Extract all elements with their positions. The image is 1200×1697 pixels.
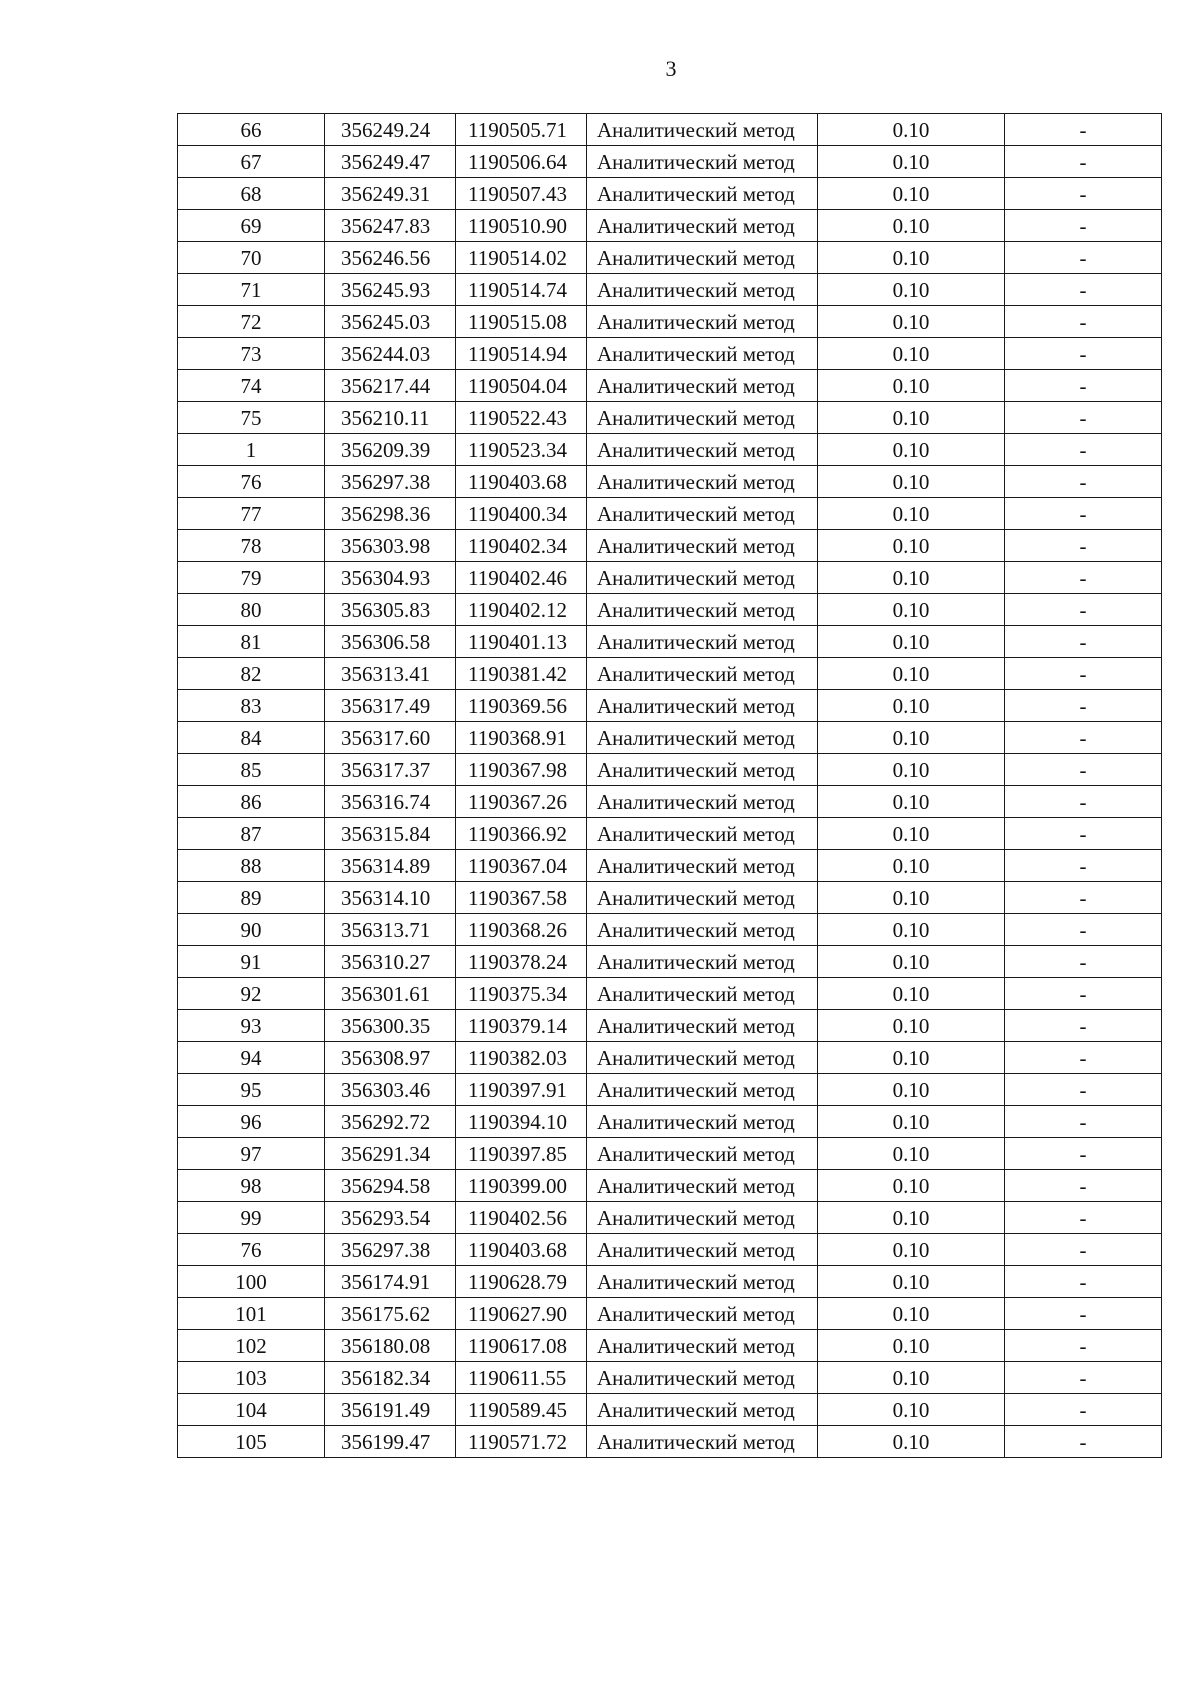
table-row xyxy=(178,1234,1162,1266)
table-row xyxy=(178,1266,1162,1298)
method-cell: Аналитический метод xyxy=(587,1330,818,1362)
note-cell: - xyxy=(1005,498,1162,530)
x-coordinate-cell: 356317.60 xyxy=(325,722,456,754)
note-cell: - xyxy=(1005,1170,1162,1202)
x-coordinate-cell: 356245.03 xyxy=(325,306,456,338)
table-row xyxy=(178,690,1162,722)
note-cell: - xyxy=(1005,1010,1162,1042)
table-row xyxy=(178,210,1162,242)
method-cell: Аналитический метод xyxy=(587,1138,818,1170)
note-cell: - xyxy=(1005,626,1162,658)
note-cell: - xyxy=(1005,274,1162,306)
note-cell: - xyxy=(1005,914,1162,946)
table-row xyxy=(178,274,1162,306)
coordinates-table xyxy=(177,113,1162,1458)
x-coordinate-cell: 356315.84 xyxy=(325,818,456,850)
method-cell: Аналитический метод xyxy=(587,146,818,178)
y-coordinate-cell: 1190402.12 xyxy=(456,594,587,626)
accuracy-cell: 0.10 xyxy=(818,754,1005,786)
table-row xyxy=(178,1426,1162,1458)
table-row xyxy=(178,1106,1162,1138)
note-cell: - xyxy=(1005,146,1162,178)
point-number-cell: 78 xyxy=(178,530,325,562)
method-cell: Аналитический метод xyxy=(587,498,818,530)
x-coordinate-cell: 356314.89 xyxy=(325,850,456,882)
x-coordinate-cell: 356313.71 xyxy=(325,914,456,946)
point-number-cell: 75 xyxy=(178,402,325,434)
accuracy-cell: 0.10 xyxy=(818,1074,1005,1106)
point-number-cell: 87 xyxy=(178,818,325,850)
x-coordinate-cell: 356249.24 xyxy=(325,114,456,146)
accuracy-cell: 0.10 xyxy=(818,466,1005,498)
point-number-cell: 70 xyxy=(178,242,325,274)
point-number-cell: 82 xyxy=(178,658,325,690)
x-coordinate-cell: 356317.37 xyxy=(325,754,456,786)
note-cell: - xyxy=(1005,754,1162,786)
x-coordinate-cell: 356293.54 xyxy=(325,1202,456,1234)
y-coordinate-cell: 1190378.24 xyxy=(456,946,587,978)
method-cell: Аналитический метод xyxy=(587,1426,818,1458)
table-row xyxy=(178,1074,1162,1106)
note-cell: - xyxy=(1005,1234,1162,1266)
point-number-cell: 79 xyxy=(178,562,325,594)
x-coordinate-cell: 356314.10 xyxy=(325,882,456,914)
x-coordinate-cell: 356249.47 xyxy=(325,146,456,178)
method-cell: Аналитический метод xyxy=(587,626,818,658)
method-cell: Аналитический метод xyxy=(587,1266,818,1298)
accuracy-cell: 0.10 xyxy=(818,690,1005,722)
point-number-cell: 72 xyxy=(178,306,325,338)
table-row xyxy=(178,1138,1162,1170)
table-row xyxy=(178,1042,1162,1074)
accuracy-cell: 0.10 xyxy=(818,178,1005,210)
accuracy-cell: 0.10 xyxy=(818,530,1005,562)
y-coordinate-cell: 1190504.04 xyxy=(456,370,587,402)
method-cell: Аналитический метод xyxy=(587,1298,818,1330)
accuracy-cell: 0.10 xyxy=(818,722,1005,754)
x-coordinate-cell: 356308.97 xyxy=(325,1042,456,1074)
method-cell: Аналитический метод xyxy=(587,1170,818,1202)
y-coordinate-cell: 1190505.71 xyxy=(456,114,587,146)
table-row xyxy=(178,530,1162,562)
point-number-cell: 105 xyxy=(178,1426,325,1458)
y-coordinate-cell: 1190510.90 xyxy=(456,210,587,242)
x-coordinate-cell: 356313.41 xyxy=(325,658,456,690)
note-cell: - xyxy=(1005,1362,1162,1394)
accuracy-cell: 0.10 xyxy=(818,914,1005,946)
x-coordinate-cell: 356292.72 xyxy=(325,1106,456,1138)
note-cell: - xyxy=(1005,818,1162,850)
note-cell: - xyxy=(1005,882,1162,914)
accuracy-cell: 0.10 xyxy=(818,1042,1005,1074)
y-coordinate-cell: 1190397.85 xyxy=(456,1138,587,1170)
accuracy-cell: 0.10 xyxy=(818,434,1005,466)
point-number-cell: 102 xyxy=(178,1330,325,1362)
x-coordinate-cell: 356304.93 xyxy=(325,562,456,594)
x-coordinate-cell: 356310.27 xyxy=(325,946,456,978)
note-cell: - xyxy=(1005,690,1162,722)
y-coordinate-cell: 1190394.10 xyxy=(456,1106,587,1138)
method-cell: Аналитический метод xyxy=(587,530,818,562)
note-cell: - xyxy=(1005,1298,1162,1330)
point-number-cell: 98 xyxy=(178,1170,325,1202)
point-number-cell: 68 xyxy=(178,178,325,210)
y-coordinate-cell: 1190514.74 xyxy=(456,274,587,306)
note-cell: - xyxy=(1005,946,1162,978)
method-cell: Аналитический метод xyxy=(587,594,818,626)
table-row xyxy=(178,754,1162,786)
note-cell: - xyxy=(1005,178,1162,210)
point-number-cell: 85 xyxy=(178,754,325,786)
page-number: 3 xyxy=(665,56,677,81)
accuracy-cell: 0.10 xyxy=(818,626,1005,658)
point-number-cell: 101 xyxy=(178,1298,325,1330)
accuracy-cell: 0.10 xyxy=(818,562,1005,594)
table-row xyxy=(178,850,1162,882)
accuracy-cell: 0.10 xyxy=(818,1170,1005,1202)
table-row xyxy=(178,946,1162,978)
y-coordinate-cell: 1190367.58 xyxy=(456,882,587,914)
table-row xyxy=(178,722,1162,754)
table-row xyxy=(178,146,1162,178)
y-coordinate-cell: 1190401.13 xyxy=(456,626,587,658)
point-number-cell: 100 xyxy=(178,1266,325,1298)
point-number-cell: 71 xyxy=(178,274,325,306)
accuracy-cell: 0.10 xyxy=(818,1426,1005,1458)
accuracy-cell: 0.10 xyxy=(818,594,1005,626)
accuracy-cell: 0.10 xyxy=(818,1138,1005,1170)
y-coordinate-cell: 1190368.91 xyxy=(456,722,587,754)
method-cell: Аналитический метод xyxy=(587,434,818,466)
note-cell: - xyxy=(1005,786,1162,818)
table-row xyxy=(178,306,1162,338)
note-cell: - xyxy=(1005,1202,1162,1234)
point-number-cell: 77 xyxy=(178,498,325,530)
method-cell: Аналитический метод xyxy=(587,1010,818,1042)
accuracy-cell: 0.10 xyxy=(818,1298,1005,1330)
method-cell: Аналитический метод xyxy=(587,1202,818,1234)
note-cell: - xyxy=(1005,1266,1162,1298)
y-coordinate-cell: 1190611.55 xyxy=(456,1362,587,1394)
note-cell: - xyxy=(1005,466,1162,498)
point-number-cell: 76 xyxy=(178,466,325,498)
x-coordinate-cell: 356291.34 xyxy=(325,1138,456,1170)
note-cell: - xyxy=(1005,1138,1162,1170)
y-coordinate-cell: 1190402.34 xyxy=(456,530,587,562)
point-number-cell: 92 xyxy=(178,978,325,1010)
y-coordinate-cell: 1190514.02 xyxy=(456,242,587,274)
method-cell: Аналитический метод xyxy=(587,1106,818,1138)
table-row xyxy=(178,498,1162,530)
table-row xyxy=(178,914,1162,946)
note-cell: - xyxy=(1005,658,1162,690)
x-coordinate-cell: 356209.39 xyxy=(325,434,456,466)
method-cell: Аналитический метод xyxy=(587,562,818,594)
point-number-cell: 95 xyxy=(178,1074,325,1106)
method-cell: Аналитический метод xyxy=(587,1042,818,1074)
table-row xyxy=(178,786,1162,818)
accuracy-cell: 0.10 xyxy=(818,786,1005,818)
x-coordinate-cell: 356297.38 xyxy=(325,466,456,498)
point-number-cell: 90 xyxy=(178,914,325,946)
accuracy-cell: 0.10 xyxy=(818,1330,1005,1362)
x-coordinate-cell: 356245.93 xyxy=(325,274,456,306)
x-coordinate-cell: 356217.44 xyxy=(325,370,456,402)
x-coordinate-cell: 356294.58 xyxy=(325,1170,456,1202)
y-coordinate-cell: 1190382.03 xyxy=(456,1042,587,1074)
note-cell: - xyxy=(1005,562,1162,594)
method-cell: Аналитический метод xyxy=(587,978,818,1010)
method-cell: Аналитический метод xyxy=(587,402,818,434)
x-coordinate-cell: 356244.03 xyxy=(325,338,456,370)
x-coordinate-cell: 356306.58 xyxy=(325,626,456,658)
y-coordinate-cell: 1190628.79 xyxy=(456,1266,587,1298)
y-coordinate-cell: 1190403.68 xyxy=(456,1234,587,1266)
method-cell: Аналитический метод xyxy=(587,1074,818,1106)
x-coordinate-cell: 356301.61 xyxy=(325,978,456,1010)
note-cell: - xyxy=(1005,978,1162,1010)
accuracy-cell: 0.10 xyxy=(818,402,1005,434)
y-coordinate-cell: 1190403.68 xyxy=(456,466,587,498)
point-number-cell: 86 xyxy=(178,786,325,818)
method-cell: Аналитический метод xyxy=(587,722,818,754)
x-coordinate-cell: 356180.08 xyxy=(325,1330,456,1362)
y-coordinate-cell: 1190617.08 xyxy=(456,1330,587,1362)
method-cell: Аналитический метод xyxy=(587,946,818,978)
accuracy-cell: 0.10 xyxy=(818,274,1005,306)
table-row xyxy=(178,242,1162,274)
accuracy-cell: 0.10 xyxy=(818,370,1005,402)
table-row xyxy=(178,594,1162,626)
table-row xyxy=(178,1010,1162,1042)
y-coordinate-cell: 1190627.90 xyxy=(456,1298,587,1330)
table-row xyxy=(178,1170,1162,1202)
point-number-cell: 74 xyxy=(178,370,325,402)
coordinates-table-body xyxy=(178,114,1162,1458)
y-coordinate-cell: 1190589.45 xyxy=(456,1394,587,1426)
y-coordinate-cell: 1190367.04 xyxy=(456,850,587,882)
table-row xyxy=(178,1362,1162,1394)
method-cell: Аналитический метод xyxy=(587,818,818,850)
note-cell: - xyxy=(1005,1394,1162,1426)
point-number-cell: 94 xyxy=(178,1042,325,1074)
point-number-cell: 66 xyxy=(178,114,325,146)
accuracy-cell: 0.10 xyxy=(818,1394,1005,1426)
method-cell: Аналитический метод xyxy=(587,338,818,370)
x-coordinate-cell: 356303.98 xyxy=(325,530,456,562)
note-cell: - xyxy=(1005,722,1162,754)
y-coordinate-cell: 1190399.00 xyxy=(456,1170,587,1202)
table-row xyxy=(178,178,1162,210)
y-coordinate-cell: 1190379.14 xyxy=(456,1010,587,1042)
accuracy-cell: 0.10 xyxy=(818,1202,1005,1234)
y-coordinate-cell: 1190507.43 xyxy=(456,178,587,210)
note-cell: - xyxy=(1005,1330,1162,1362)
y-coordinate-cell: 1190381.42 xyxy=(456,658,587,690)
note-cell: - xyxy=(1005,1042,1162,1074)
method-cell: Аналитический метод xyxy=(587,882,818,914)
table-row xyxy=(178,466,1162,498)
x-coordinate-cell: 356199.47 xyxy=(325,1426,456,1458)
y-coordinate-cell: 1190366.92 xyxy=(456,818,587,850)
point-number-cell: 83 xyxy=(178,690,325,722)
point-number-cell: 96 xyxy=(178,1106,325,1138)
x-coordinate-cell: 356300.35 xyxy=(325,1010,456,1042)
y-coordinate-cell: 1190514.94 xyxy=(456,338,587,370)
note-cell: - xyxy=(1005,402,1162,434)
point-number-cell: 89 xyxy=(178,882,325,914)
method-cell: Аналитический метод xyxy=(587,1234,818,1266)
method-cell: Аналитический метод xyxy=(587,466,818,498)
accuracy-cell: 0.10 xyxy=(818,146,1005,178)
x-coordinate-cell: 356182.34 xyxy=(325,1362,456,1394)
point-number-cell: 103 xyxy=(178,1362,325,1394)
table-row xyxy=(178,1202,1162,1234)
y-coordinate-cell: 1190397.91 xyxy=(456,1074,587,1106)
accuracy-cell: 0.10 xyxy=(818,882,1005,914)
method-cell: Аналитический метод xyxy=(587,914,818,946)
method-cell: Аналитический метод xyxy=(587,114,818,146)
note-cell: - xyxy=(1005,338,1162,370)
y-coordinate-cell: 1190402.56 xyxy=(456,1202,587,1234)
accuracy-cell: 0.10 xyxy=(818,1106,1005,1138)
note-cell: - xyxy=(1005,530,1162,562)
x-coordinate-cell: 356303.46 xyxy=(325,1074,456,1106)
note-cell: - xyxy=(1005,210,1162,242)
point-number-cell: 93 xyxy=(178,1010,325,1042)
accuracy-cell: 0.10 xyxy=(818,658,1005,690)
y-coordinate-cell: 1190367.26 xyxy=(456,786,587,818)
method-cell: Аналитический метод xyxy=(587,178,818,210)
x-coordinate-cell: 356246.56 xyxy=(325,242,456,274)
x-coordinate-cell: 356191.49 xyxy=(325,1394,456,1426)
point-number-cell: 84 xyxy=(178,722,325,754)
note-cell: - xyxy=(1005,434,1162,466)
note-cell: - xyxy=(1005,1074,1162,1106)
x-coordinate-cell: 356305.83 xyxy=(325,594,456,626)
note-cell: - xyxy=(1005,306,1162,338)
method-cell: Аналитический метод xyxy=(587,1394,818,1426)
y-coordinate-cell: 1190515.08 xyxy=(456,306,587,338)
accuracy-cell: 0.10 xyxy=(818,114,1005,146)
method-cell: Аналитический метод xyxy=(587,658,818,690)
y-coordinate-cell: 1190402.46 xyxy=(456,562,587,594)
y-coordinate-cell: 1190571.72 xyxy=(456,1426,587,1458)
point-number-cell: 88 xyxy=(178,850,325,882)
table-row xyxy=(178,370,1162,402)
point-number-cell: 91 xyxy=(178,946,325,978)
note-cell: - xyxy=(1005,114,1162,146)
point-number-cell: 67 xyxy=(178,146,325,178)
y-coordinate-cell: 1190368.26 xyxy=(456,914,587,946)
y-coordinate-cell: 1190369.56 xyxy=(456,690,587,722)
accuracy-cell: 0.10 xyxy=(818,1010,1005,1042)
accuracy-cell: 0.10 xyxy=(818,1266,1005,1298)
y-coordinate-cell: 1190367.98 xyxy=(456,754,587,786)
point-number-cell: 81 xyxy=(178,626,325,658)
method-cell: Аналитический метод xyxy=(587,306,818,338)
x-coordinate-cell: 356175.62 xyxy=(325,1298,456,1330)
method-cell: Аналитический метод xyxy=(587,210,818,242)
note-cell: - xyxy=(1005,1426,1162,1458)
note-cell: - xyxy=(1005,370,1162,402)
note-cell: - xyxy=(1005,1106,1162,1138)
table-row xyxy=(178,1394,1162,1426)
accuracy-cell: 0.10 xyxy=(818,338,1005,370)
x-coordinate-cell: 356210.11 xyxy=(325,402,456,434)
table-row xyxy=(178,434,1162,466)
y-coordinate-cell: 1190522.43 xyxy=(456,402,587,434)
accuracy-cell: 0.10 xyxy=(818,210,1005,242)
table-row xyxy=(178,1330,1162,1362)
note-cell: - xyxy=(1005,594,1162,626)
accuracy-cell: 0.10 xyxy=(818,306,1005,338)
method-cell: Аналитический метод xyxy=(587,850,818,882)
accuracy-cell: 0.10 xyxy=(818,242,1005,274)
table-row xyxy=(178,978,1162,1010)
table-row xyxy=(178,882,1162,914)
method-cell: Аналитический метод xyxy=(587,274,818,306)
table-row xyxy=(178,562,1162,594)
x-coordinate-cell: 356316.74 xyxy=(325,786,456,818)
accuracy-cell: 0.10 xyxy=(818,498,1005,530)
y-coordinate-cell: 1190375.34 xyxy=(456,978,587,1010)
y-coordinate-cell: 1190523.34 xyxy=(456,434,587,466)
table-row xyxy=(178,114,1162,146)
table-row xyxy=(178,402,1162,434)
y-coordinate-cell: 1190506.64 xyxy=(456,146,587,178)
accuracy-cell: 0.10 xyxy=(818,978,1005,1010)
point-number-cell: 69 xyxy=(178,210,325,242)
x-coordinate-cell: 356297.38 xyxy=(325,1234,456,1266)
point-number-cell: 1 xyxy=(178,434,325,466)
accuracy-cell: 0.10 xyxy=(818,1362,1005,1394)
method-cell: Аналитический метод xyxy=(587,754,818,786)
method-cell: Аналитический метод xyxy=(587,786,818,818)
y-coordinate-cell: 1190400.34 xyxy=(456,498,587,530)
method-cell: Аналитический метод xyxy=(587,242,818,274)
note-cell: - xyxy=(1005,242,1162,274)
x-coordinate-cell: 356247.83 xyxy=(325,210,456,242)
point-number-cell: 99 xyxy=(178,1202,325,1234)
table-row xyxy=(178,1298,1162,1330)
accuracy-cell: 0.10 xyxy=(818,850,1005,882)
table-row xyxy=(178,338,1162,370)
x-coordinate-cell: 356249.31 xyxy=(325,178,456,210)
point-number-cell: 80 xyxy=(178,594,325,626)
table-row xyxy=(178,626,1162,658)
table-row xyxy=(178,818,1162,850)
accuracy-cell: 0.10 xyxy=(818,818,1005,850)
accuracy-cell: 0.10 xyxy=(818,946,1005,978)
note-cell: - xyxy=(1005,850,1162,882)
x-coordinate-cell: 356298.36 xyxy=(325,498,456,530)
method-cell: Аналитический метод xyxy=(587,1362,818,1394)
table-row xyxy=(178,658,1162,690)
x-coordinate-cell: 356317.49 xyxy=(325,690,456,722)
point-number-cell: 104 xyxy=(178,1394,325,1426)
method-cell: Аналитический метод xyxy=(587,690,818,722)
point-number-cell: 97 xyxy=(178,1138,325,1170)
method-cell: Аналитический метод xyxy=(587,370,818,402)
point-number-cell: 73 xyxy=(178,338,325,370)
point-number-cell: 76 xyxy=(178,1234,325,1266)
x-coordinate-cell: 356174.91 xyxy=(325,1266,456,1298)
accuracy-cell: 0.10 xyxy=(818,1234,1005,1266)
